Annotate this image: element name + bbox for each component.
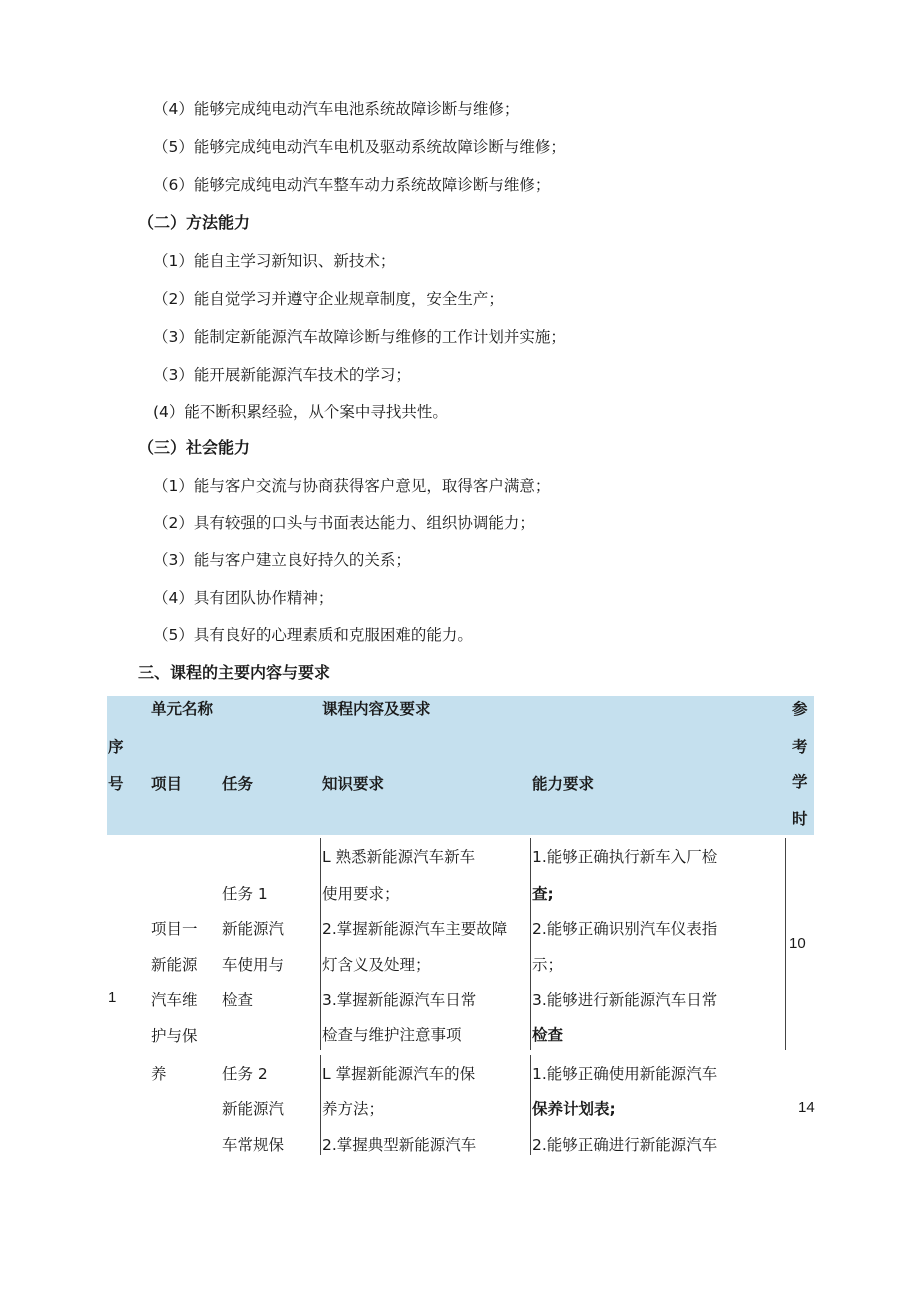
task2-knowledge-line: L 掌握新能源汽车的保 [322,1065,476,1083]
task2-ability-line: 2.能够正确进行新能源汽车 [532,1136,718,1154]
task2-knowledge-line: 2.掌握典型新能源汽车 [322,1136,477,1154]
task1-ability-line: 2.能够正确识别汽车仪表指 [532,920,718,938]
header-hours-4: 时 [792,810,808,828]
grid-line [320,838,321,1050]
social-item-3: （3）能与客户建立良好持久的关系； [153,551,411,569]
task2-line: 新能源汽 [222,1100,285,1118]
task1-knowledge-line: 使用要求； [322,885,400,903]
header-project: 项目 [151,775,183,793]
header-hours-1: 参 [792,700,808,718]
task1-hours: 10 [789,935,806,952]
social-item-1: （1）能与客户交流与协商获得客户意见，取得客户满意； [153,477,551,495]
task1-ability-line: 查; [532,885,554,903]
social-item-5: （5）具有良好的心理素质和克服困难的能力。 [153,626,473,644]
section-3-title: 三、课程的主要内容与要求 [138,663,331,682]
method-item-2: （2）能自觉学习并遵守企业规章制度，安全生产； [153,290,504,308]
header-ability: 能力要求 [532,775,595,793]
task1-knowledge-line: 2.掌握新能源汽车主要故障 [322,920,508,938]
grid-line [530,1055,531,1155]
table-header-background [107,696,814,835]
task2-hours: 14 [798,1099,815,1116]
header-unit-name: 单元名称 [151,700,214,718]
project-line: 新能源 [151,956,198,974]
task1-ability-line: 3.能够进行新能源汽车日常 [532,991,718,1009]
task1-knowledge-line: 3.掌握新能源汽车日常 [322,991,477,1009]
intro-item-6: （6）能够完成纯电动汽车整车动力系统故障诊断与维修； [153,176,551,194]
task1-ability-line: 检查 [532,1026,564,1044]
social-item-4: （4）具有团队协作精神； [153,589,334,607]
method-item-1: （1）能自主学习新知识、新技术； [153,252,396,270]
header-content-req: 课程内容及要求 [322,700,431,718]
header-hours-3: 学 [792,773,808,791]
project-line: 汽车维 [151,991,198,1009]
task1-ability-line: 示； [532,956,564,974]
task2-ability-line: 1.能够正确使用新能源汽车 [532,1065,718,1083]
grid-line [320,1055,321,1155]
task1-line: 新能源汽 [222,920,285,938]
task1-knowledge-line: 检查与维护注意事项 [322,1026,462,1044]
header-seq-2: 号 [108,775,124,793]
header-task: 任务 [222,775,254,793]
task2-knowledge-line: 养方法； [322,1100,385,1118]
task2-line: 车常规保 [222,1136,285,1154]
intro-item-5: （5）能够完成纯电动汽车电机及驱动系统故障诊断与维修； [153,138,566,156]
method-item-4: (4）能不断积累经验，从个案中寻找共性。 [153,403,448,421]
task2-ability-line: 保养计划表; [532,1100,616,1118]
method-item-3b: （3）能开展新能源汽车技术的学习； [153,366,411,384]
social-item-2: （2）具有较强的口头与书面表达能力、组织协调能力； [153,514,535,532]
project-line: 护与保 [151,1027,198,1045]
header-seq-1: 序 [108,738,124,756]
header-knowledge: 知识要求 [322,775,385,793]
grid-line [785,838,786,1050]
task1-knowledge-line: 灯含义及处理； [322,956,431,974]
task1-knowledge-line: L 熟悉新能源汽车新车 [322,848,476,866]
task1-line: 任务 1 [222,885,268,903]
task1-line: 检查 [222,991,254,1009]
row-seq: 1 [108,989,117,1006]
method-heading: （二）方法能力 [138,213,251,232]
task1-ability-line: 1.能够正确执行新车入厂检 [532,848,718,866]
project-line: 养 [151,1065,167,1083]
intro-item-4: （4）能够完成纯电动汽车电池系统故障诊断与维修； [153,100,520,118]
method-item-3: （3）能制定新能源汽车故障诊断与维修的工作计划并实施； [153,328,566,346]
task2-line: 任务 2 [222,1065,268,1083]
project-line: 项目一 [151,920,198,938]
grid-line [530,838,531,1050]
header-hours-2: 考 [792,738,808,756]
task1-line: 车使用与 [222,956,285,974]
social-heading: （三）社会能力 [138,438,251,457]
